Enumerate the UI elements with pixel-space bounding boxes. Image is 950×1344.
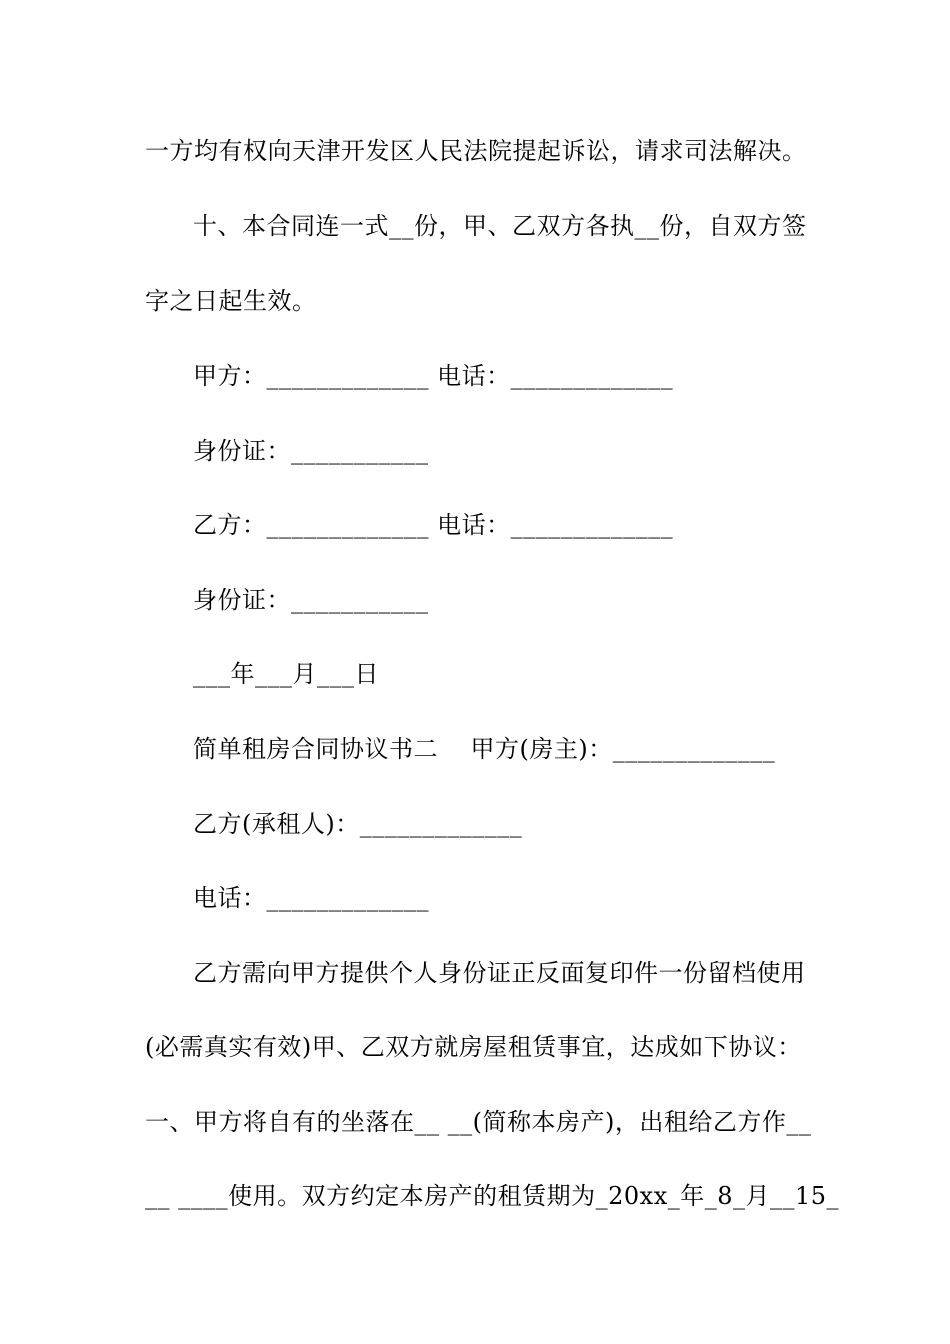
party-b-signature-phone-line: 乙方：_____________ 电话：_____________ [193,511,674,539]
text-line-litigation-clause: 一方均有权向天津开发区人民法院提起诉讼，请求司法解决。 [145,137,807,165]
text-line-effective-date: 字之日起生效。 [145,287,317,315]
tenant-line: 乙方(承租人)：_____________ [193,810,523,838]
phone-line: 电话：_____________ [193,884,429,912]
text-line-id-copy-requirement: 乙方需向甲方提供个人身份证正反面复印件一份留档使用 [193,959,806,987]
party-a-signature-phone-line: 甲方：_____________ 电话：_____________ [193,362,674,390]
text-line-clause-one: 一、甲方将自有的坐落在__ __(简称本房产)，出租给乙方作__ [145,1108,812,1136]
date-line: ___年___月___日 [193,660,379,688]
text-line-lease-term: __ ____使用。双方约定本房产的租赁期为_20xx_年_8_月__15_ [145,1182,840,1210]
party-b-id-line: 身份证：___________ [193,586,429,614]
contract-two-title-landlord-line: 简单租房合同协议书二 甲方(房主)：_____________ [193,735,776,763]
text-line-clause-ten: 十、本合同连一式__份，甲、乙双方各执__份，自双方签 [193,212,807,240]
party-a-id-line: 身份证：___________ [193,437,429,465]
text-line-agreement-intro: (必需真实有效)甲、乙双方就房屋租赁事宜，达成如下协议： [145,1033,802,1061]
